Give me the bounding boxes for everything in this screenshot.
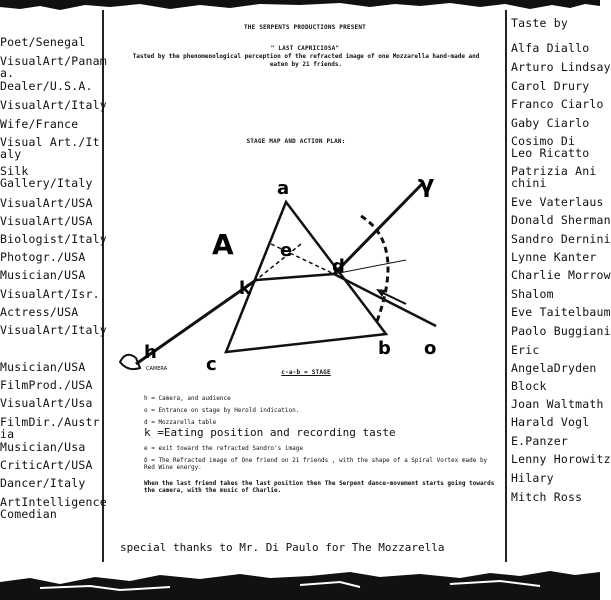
legend-item: k =Eating position and recording taste bbox=[144, 426, 396, 439]
taster-name: Joan Waltmath bbox=[511, 397, 604, 411]
taster-name: Eve Vaterlaus bbox=[511, 195, 604, 209]
role-item: ArtIntelligence Comedian bbox=[0, 495, 107, 521]
role-item: VisualArt/Italy bbox=[0, 98, 107, 112]
taster-name: Shalom bbox=[511, 287, 554, 301]
taster-name: Lenny Horowitz bbox=[511, 452, 611, 466]
role-item: Silk Gallery/Italy bbox=[0, 164, 93, 190]
role-item: VisualArt/Panama. bbox=[0, 54, 107, 80]
tasters-heading: Taste by bbox=[511, 16, 568, 30]
taster-name: Mitch Ross bbox=[511, 490, 583, 504]
label-k: k bbox=[239, 278, 251, 299]
label-big-a: A bbox=[212, 228, 234, 261]
label-h: h bbox=[144, 342, 157, 363]
role-item: VisualArt/Usa bbox=[0, 396, 93, 410]
role-item: Photogr./USA bbox=[0, 250, 86, 264]
right-divider bbox=[505, 10, 507, 562]
label-d: d bbox=[332, 256, 345, 277]
role-item: Wife/France bbox=[0, 117, 79, 131]
role-item: VisualArt/USA bbox=[0, 214, 93, 228]
taster-name: Franco Ciarlo bbox=[511, 97, 604, 111]
label-e: e bbox=[280, 240, 293, 261]
role-item: Musician/Usa bbox=[0, 440, 86, 454]
diagram-title: STAGE MAP AND ACTION PLAN: bbox=[246, 138, 346, 145]
legend-item: e = exit toward the refracted Sandro's image bbox=[144, 445, 303, 452]
taster-name: AngelaDryden bbox=[511, 361, 597, 375]
show-description: Tasted by the phenomenological perception of the refracted image of one Mozzarella hand-made and eaten by 21 friends. bbox=[132, 53, 480, 68]
taster-name: Alfa Diallo bbox=[511, 41, 590, 55]
taster-name: Carol Drury bbox=[511, 79, 590, 93]
taster-name: Sandro Dernini bbox=[511, 232, 611, 246]
taster-name: Lynne Kanter bbox=[511, 250, 597, 264]
taster-name: Arturo Lindsay bbox=[511, 60, 611, 74]
refraction-line bbox=[334, 182, 424, 274]
label-a: a bbox=[277, 178, 290, 199]
footnote: When the last friend takes the last position then The Serpent dance-movement starts going towards the camera, with the music of Charlie. bbox=[144, 480, 495, 494]
role-item: Biologist/Italy bbox=[0, 232, 107, 246]
role-item: FilmProd./USA bbox=[0, 378, 93, 392]
camera-icon bbox=[120, 355, 140, 369]
torn-top-edge bbox=[0, 0, 600, 14]
taster-name: Block bbox=[511, 379, 547, 393]
taster-name: Cosimo Di Leo Ricatto bbox=[511, 134, 590, 160]
label-o: o bbox=[424, 338, 437, 359]
stage-crossbar bbox=[256, 274, 334, 280]
legend-item: δ = The Refracted image of One friend on 21 friends , with the shape of a Spiral Vortex made by Red Wine energy. bbox=[144, 457, 488, 471]
label-b: b bbox=[378, 338, 391, 359]
stage-diagram bbox=[106, 154, 504, 394]
role-item: VisualArt/Italy bbox=[0, 323, 107, 337]
taster-name: Charlie Morrow bbox=[511, 268, 611, 282]
role-item: Visual Art./Italy bbox=[0, 135, 100, 161]
role-item: VisualArt/Isr. bbox=[0, 287, 100, 301]
label-camera: CAMERA bbox=[146, 366, 168, 372]
role-item: Musician/USA bbox=[0, 268, 86, 282]
role-item: Poet/Senegal bbox=[0, 35, 86, 49]
taster-name: Patrizia Anichini bbox=[511, 164, 597, 190]
legend-item: h = Camera, and audience bbox=[144, 395, 231, 402]
role-item: Musician/USA bbox=[0, 360, 86, 374]
taster-name: Paolo Buggiani bbox=[511, 324, 611, 338]
taster-name: Hilary bbox=[511, 471, 554, 485]
taster-name: Eve Taitelbaum bbox=[511, 305, 611, 319]
role-item: CriticArt/USA bbox=[0, 458, 93, 472]
role-item: Dancer/Italy bbox=[0, 476, 86, 490]
taster-name: E.Panzer bbox=[511, 434, 568, 448]
thanks-line: special thanks to Mr. Di Paulo for The Mozzarella bbox=[120, 541, 445, 554]
taster-name: Donald Sherman bbox=[511, 213, 611, 227]
program-sheet bbox=[106, 14, 504, 562]
role-item: Actress/USA bbox=[0, 305, 79, 319]
legend-item: o = Entrance on stage by Herold indication. bbox=[144, 407, 300, 414]
role-item: Dealer/U.S.A. bbox=[0, 79, 93, 93]
taster-name: Harald Vogl bbox=[511, 415, 590, 429]
production-header: THE SERPENTS PRODUCTIONS PRESENT bbox=[244, 24, 366, 31]
label-gamma: γ bbox=[418, 170, 435, 198]
taster-name: Gaby Ciarlo bbox=[511, 116, 590, 130]
role-item: VisualArt/USA bbox=[0, 196, 93, 210]
show-title: " LAST CAPRICIOSA" bbox=[270, 45, 340, 52]
torn-bottom-edge bbox=[0, 560, 600, 600]
stage-caption: c-a-b = STAGE bbox=[281, 369, 331, 376]
role-item: FilmDir./Austria bbox=[0, 415, 100, 441]
legend-item: d = Mozzarella table bbox=[144, 419, 217, 426]
taster-name: Eric bbox=[511, 343, 540, 357]
label-c: c bbox=[206, 354, 217, 375]
